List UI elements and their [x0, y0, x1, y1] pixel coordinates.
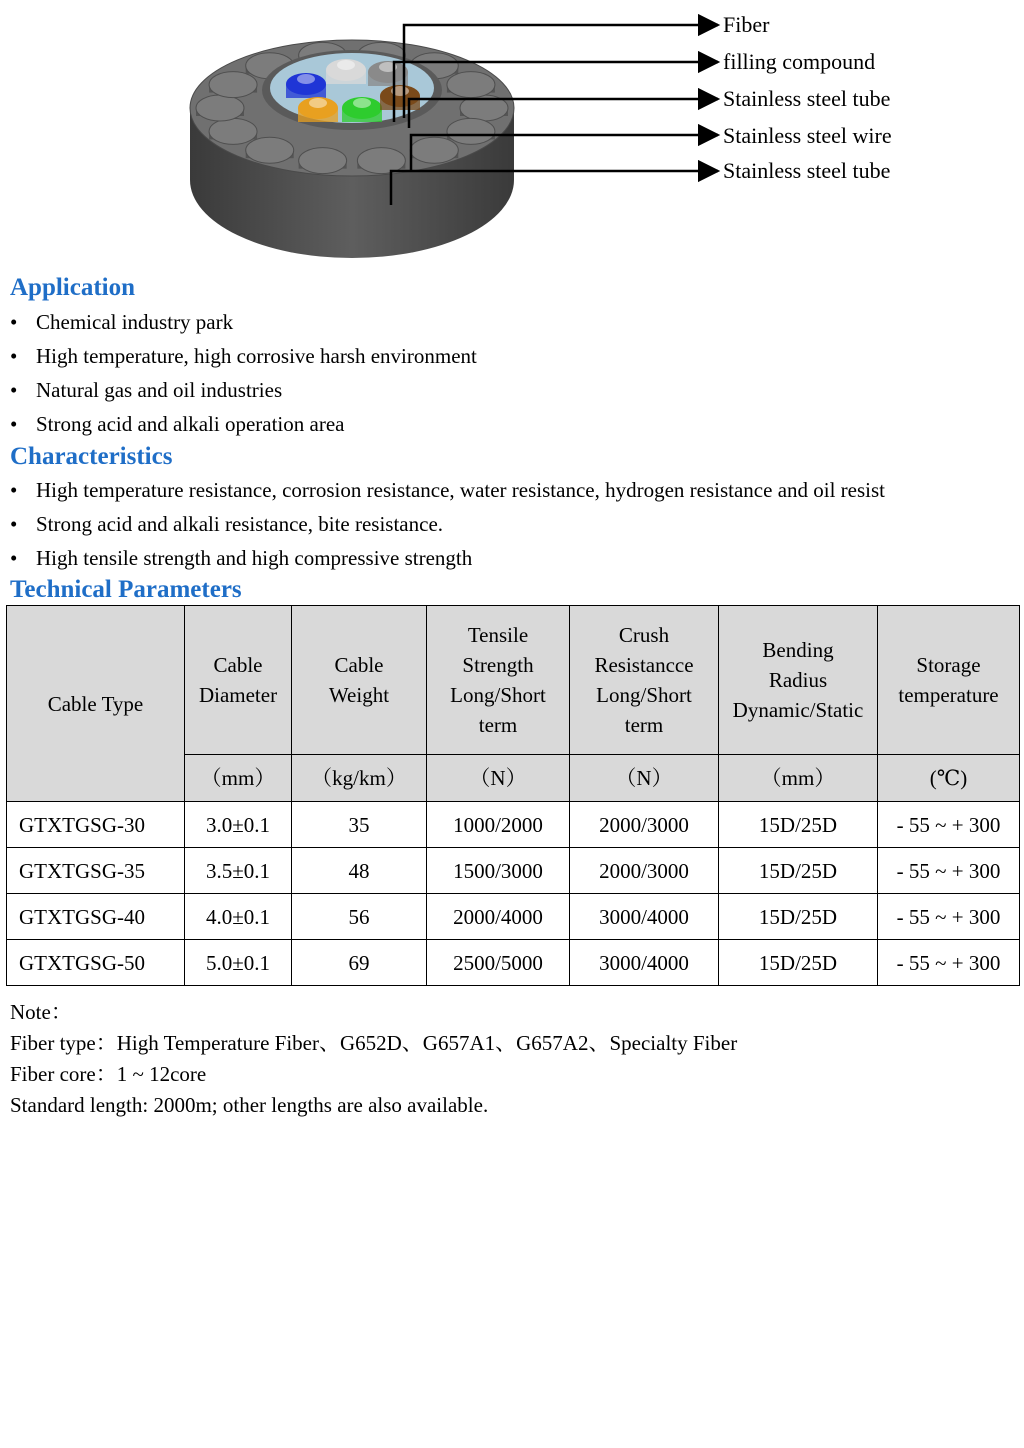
- note-fiber-core: Fiber core：1 ~ 12core: [10, 1062, 207, 1086]
- fiber-unit: [286, 73, 326, 98]
- cell-weight: 69: [292, 940, 427, 986]
- technical-parameters-title: Technical Parameters: [10, 576, 242, 603]
- cell-cable-type: GTXTGSG-30: [7, 802, 185, 848]
- steel-wire: [209, 72, 257, 98]
- application-list: [10, 305, 477, 441]
- cell-diameter: 3.5±0.1: [185, 848, 292, 894]
- cell-storage: - 55 ~ + 300: [878, 940, 1020, 986]
- application-title: Application: [10, 274, 136, 301]
- list-item: • Strong acid and alkali operation area: [10, 407, 477, 441]
- cell-cable-type: GTXTGSG-40: [7, 894, 185, 940]
- fiber-unit: [368, 61, 408, 86]
- steel-wire: [447, 72, 495, 98]
- cell-storage: - 55 ~ + 300: [878, 894, 1020, 940]
- header-storage-temperature: [878, 606, 1020, 755]
- technical-parameters-table: [6, 605, 1020, 986]
- cell-bending: 15D/25D: [719, 940, 878, 986]
- unit-cell: （mm）: [719, 755, 878, 802]
- list-item: • Natural gas and oil industries: [10, 373, 477, 407]
- cell-weight: 56: [292, 894, 427, 940]
- header-cable-type: Cable Type: [7, 606, 185, 802]
- note-standard-length: Standard length: 2000m; other lengths are also available.: [10, 1093, 489, 1117]
- unit-cell: （N）: [427, 755, 570, 802]
- header-line: Bending: [762, 638, 834, 662]
- cell-tensile: 2000/4000: [427, 894, 570, 940]
- cell-bending: 15D/25D: [719, 802, 878, 848]
- cell-storage: - 55 ~ + 300: [878, 848, 1020, 894]
- header-line: Strength: [462, 653, 534, 677]
- fiber-unit: [380, 85, 420, 110]
- header-line: Resistancce: [594, 653, 694, 677]
- steel-wire: [410, 137, 458, 163]
- steel-wire: [196, 95, 244, 121]
- cell-storage: - 55 ~ + 300: [878, 802, 1020, 848]
- table-row: [7, 940, 1020, 986]
- unit-cell: （kg/km）: [292, 755, 427, 802]
- cell-weight: 48: [292, 848, 427, 894]
- steel-wire: [357, 148, 405, 174]
- steel-wire: [299, 148, 347, 174]
- label-stainless-steel-tube-inner: Stainless steel tube: [723, 86, 891, 111]
- header-tensile-strength: [427, 606, 570, 755]
- cell-tensile: 1500/3000: [427, 848, 570, 894]
- header-line: Weight: [328, 683, 390, 707]
- fiber-unit: [326, 59, 366, 84]
- cell-weight: 35: [292, 802, 427, 848]
- header-line: Long/Short: [450, 683, 546, 707]
- list-item: • High temperature resistance, corrosion resistance, water resistance, hydrogen resistance and oil resist: [10, 473, 885, 507]
- header-line: Diameter: [198, 683, 278, 707]
- note-fiber-type: Fiber type：High Temperature Fiber、G652D、G657A1、G657A2、Specialty Fiber: [10, 1031, 738, 1055]
- cell-crush: 2000/3000: [570, 802, 719, 848]
- table-row: [7, 894, 1020, 940]
- header-bending-radius: [719, 606, 878, 755]
- cell-diameter: 4.0±0.1: [185, 894, 292, 940]
- cell-crush: 3000/4000: [570, 894, 719, 940]
- header-line: term: [478, 713, 518, 737]
- cell-bending: 15D/25D: [719, 894, 878, 940]
- header-line: Long/Short: [596, 683, 692, 707]
- cell-crush: 2000/3000: [570, 848, 719, 894]
- list-item: • High tensile strength and high compressive strength: [10, 541, 885, 575]
- fiber-unit: [298, 97, 338, 122]
- header-line: Cable: [334, 653, 384, 677]
- header-line: Radius: [768, 668, 828, 692]
- notes-block: [10, 997, 737, 1121]
- unit-cell: （N）: [570, 755, 719, 802]
- list-item: • Strong acid and alkali resistance, bite resistance.: [10, 507, 885, 541]
- cell-diameter: 3.0±0.1: [185, 802, 292, 848]
- header-crush-resistance: [570, 606, 719, 755]
- header-line: Dynamic/Static: [732, 698, 864, 722]
- fiber-unit: [342, 97, 382, 122]
- header-cable-weight: [292, 606, 427, 755]
- label-stainless-steel-wire: Stainless steel wire: [723, 123, 892, 148]
- label-filling-compound: filling compound: [723, 49, 876, 74]
- cell-cable-type: GTXTGSG-50: [7, 940, 185, 986]
- header-line: Cable: [213, 653, 263, 677]
- table-row: [7, 802, 1020, 848]
- header-line: temperature: [898, 683, 999, 707]
- label-stainless-steel-tube-outer: Stainless steel tube: [723, 158, 891, 183]
- label-fiber: Fiber: [723, 12, 770, 37]
- note-label: Note：: [10, 1000, 72, 1024]
- list-item: • Chemical industry park: [10, 305, 477, 339]
- list-item: • High temperature, high corrosive harsh environment: [10, 339, 477, 373]
- header-line: Tensile: [467, 623, 529, 647]
- cell-crush: 3000/4000: [570, 940, 719, 986]
- cell-bending: 15D/25D: [719, 848, 878, 894]
- unit-cell: （mm）: [185, 755, 292, 802]
- steel-wire: [246, 137, 294, 163]
- cell-tensile: 1000/2000: [427, 802, 570, 848]
- characteristics-list: [10, 473, 885, 575]
- header-line: term: [624, 713, 664, 737]
- unit-cell: (℃): [878, 755, 1020, 802]
- cell-diameter: 5.0±0.1: [185, 940, 292, 986]
- steel-wire: [447, 118, 495, 144]
- header-cable-diameter: [185, 606, 292, 755]
- characteristics-title: Characteristics: [10, 443, 173, 470]
- cell-tensile: 2500/5000: [427, 940, 570, 986]
- steel-wire: [209, 118, 257, 144]
- header-line: Crush: [618, 623, 670, 647]
- header-line: Storage: [916, 653, 981, 677]
- table-row: [7, 848, 1020, 894]
- cell-cable-type: GTXTGSG-35: [7, 848, 185, 894]
